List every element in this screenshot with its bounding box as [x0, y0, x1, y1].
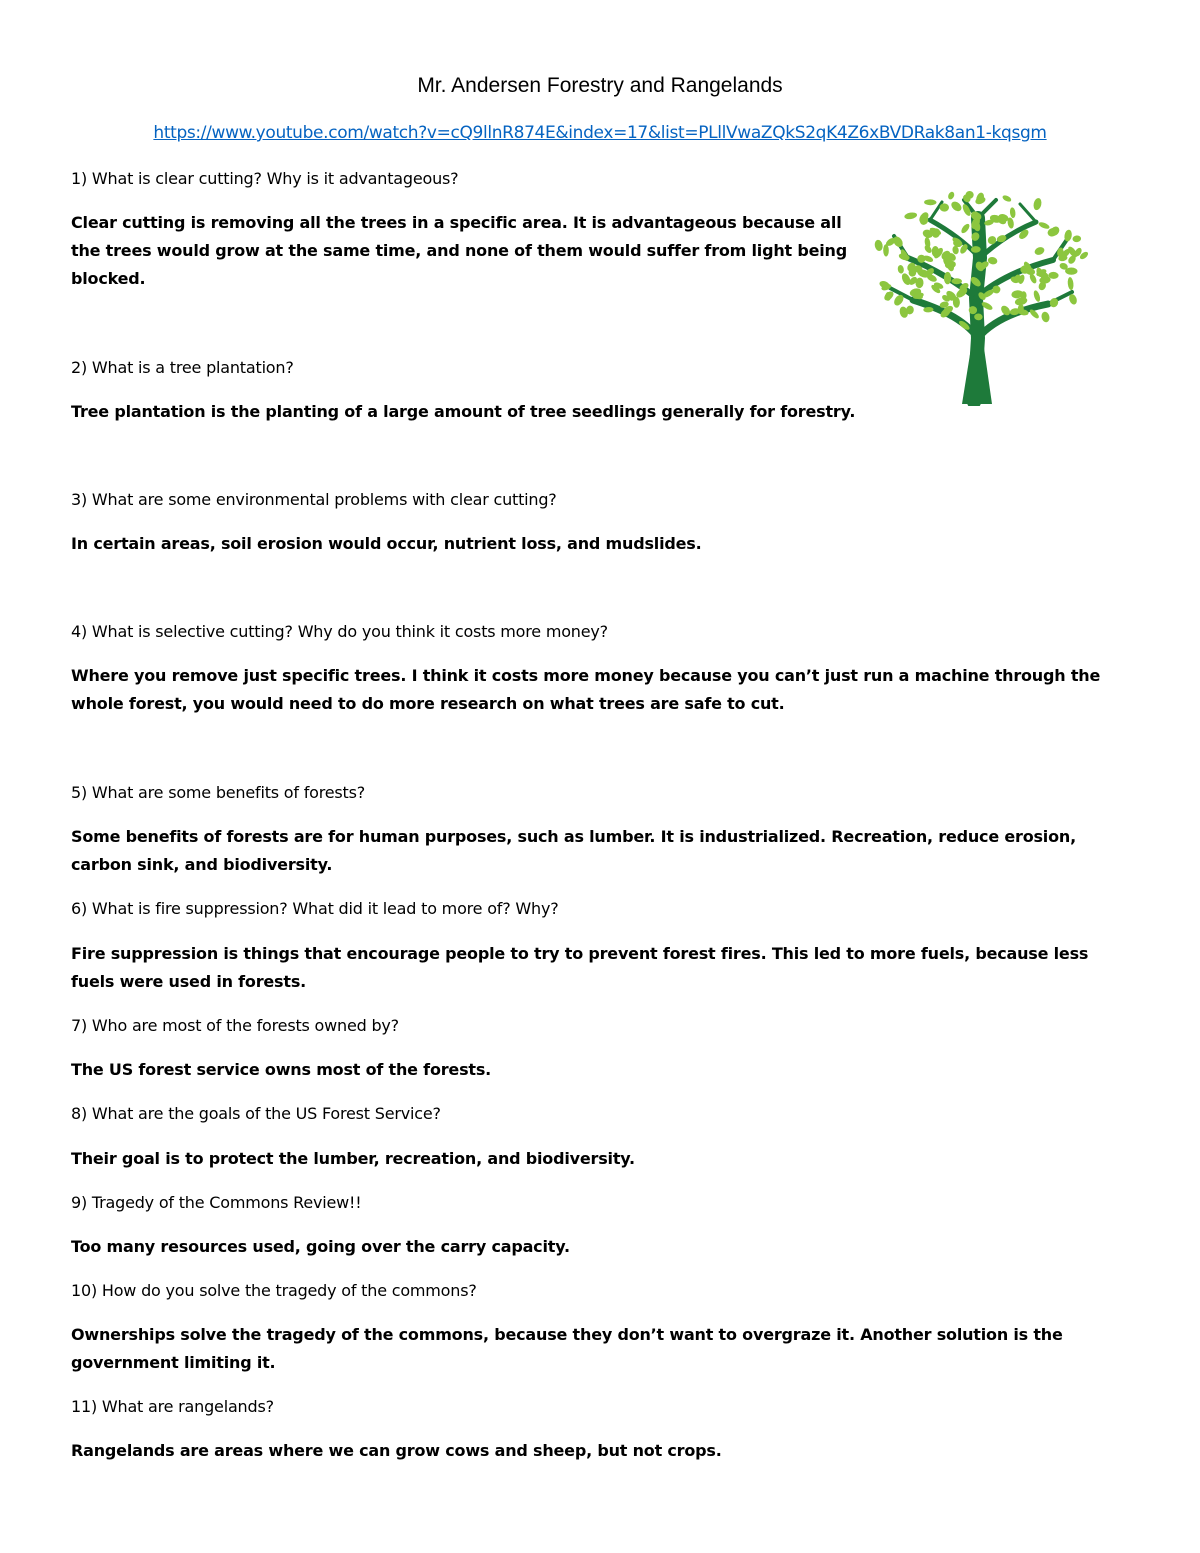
answer-4: Where you remove just specific trees. I think it costs more money because you can’t just run a machine through the whole forest, you would need to do more research on what trees are safe to cut. [71, 666, 1101, 713]
leaf [1033, 246, 1045, 257]
leaf [917, 211, 930, 225]
question-7: 7) Who are most of the forests owned by? [71, 1016, 399, 1035]
tree-icon [868, 188, 1092, 406]
leaf [897, 265, 904, 275]
leaf [1065, 267, 1078, 274]
answer-1: Clear cutting is removing all the trees in a specific area. It is advantageous because all the trees would grow at the same time, and none of them would suffer from light being blocked. [71, 213, 847, 288]
leaf [1067, 277, 1074, 291]
leaf [1002, 194, 1013, 203]
leaf [1072, 235, 1081, 243]
trunk-base [962, 348, 992, 404]
question-4: 4) What is selective cutting? Why do you think it costs more money? [71, 622, 608, 641]
leaf [949, 200, 963, 214]
leaf [987, 256, 998, 265]
answer-6: Fire suppression is things that encourage people to try to prevent forest fires. This led to more fuels, because less fuels were used in forests. [71, 944, 1089, 991]
question-3: 3) What are some environmental problems with clear cutting? [71, 490, 557, 509]
answer-3: In certain areas, soil erosion would occur, nutrient loss, and mudslides. [71, 534, 702, 553]
answer-8: Their goal is to protect the lumber, recreation, and biodiversity. [71, 1149, 635, 1168]
leaf [947, 191, 955, 201]
document-title: Mr. Andersen Forestry and Rangelands [417, 74, 783, 97]
question-6: 6) What is fire suppression? What did it lead to more of? Why? [71, 899, 559, 918]
leaf [924, 199, 936, 205]
question-8: 8) What are the goals of the US Forest Service? [71, 1104, 441, 1123]
leaf [1040, 311, 1050, 323]
leaf [883, 244, 889, 256]
answer-7: The US forest service owns most of the forests. [71, 1060, 492, 1079]
question-1: 1) What is clear cutting? Why is it advantageous? [71, 169, 459, 188]
leaf [1032, 197, 1042, 211]
leaf [1038, 221, 1051, 230]
leaf [1033, 290, 1042, 303]
answer-9: Too many resources used, going over the carry capacity. [71, 1237, 570, 1256]
leaf [944, 272, 951, 284]
leaf [960, 222, 971, 234]
answer-5: Some benefits of forests are for human purposes, such as lumber. It is industrialized. Recreation, reduce erosion, carbon sink, and biodiversity. [71, 827, 1076, 874]
leaf [874, 239, 884, 251]
leaf [904, 212, 918, 221]
question-2: 2) What is a tree plantation? [71, 358, 294, 377]
question-9: 9) Tragedy of the Commons Review!! [71, 1193, 362, 1212]
video-link[interactable]: https://www.youtube.com/watch?v=cQ9llnR874E&index=17&list=PLllVwaZQkS2qK4Z6xBVDRak8an1-kqsgm [153, 123, 1047, 143]
leaf [1009, 207, 1016, 218]
question-10: 10) How do you solve the tragedy of the commons? [71, 1281, 477, 1300]
tree-trunk [890, 200, 1072, 404]
question-5: 5) What are some benefits of forests? [71, 783, 366, 802]
answer-10: Ownerships solve the tragedy of the commons, because they don’t want to overgraze it. Another solution is the government limiting it. [71, 1325, 1063, 1372]
answer-2: Tree plantation is the planting of a large amount of tree seedlings generally for forestry. [71, 402, 856, 421]
answer-11: Rangelands are areas where we can grow cows and sheep, but not crops. [71, 1441, 722, 1460]
question-11: 11) What are rangelands? [71, 1397, 274, 1416]
